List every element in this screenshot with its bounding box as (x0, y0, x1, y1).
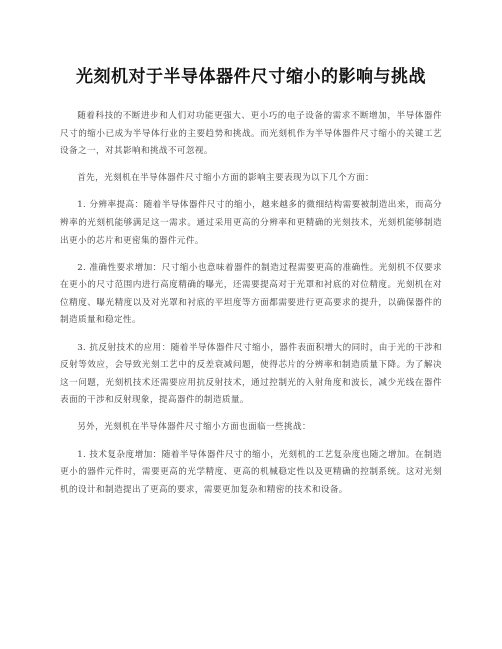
paragraph-impact-antireflection: 3. 抗反射技术的应用：随着半导体器件尺寸缩小，器件表面积增大的同时，由于光的干涉和反射等效应，会导致光刻工艺中的反差衰减问题，使得芯片的分辨率和制造质量下降。为了解决这一问题，光刻机技术还需要应用抗反射技术，通过控制光的入射角度和波长，减少光线在器件表面的干涉和反射现象，提高器件的制造质量。 (60, 342, 442, 406)
paragraph-impacts-heading: 首先，光刻机在半导体器件尺寸缩小方面的影响主要表现为以下几个方面： (77, 173, 374, 184)
paragraph-challenge-complexity: 1. 技术复杂度增加：随着半导体器件尺寸的缩小，光刻机的工艺复杂度也随之增加。在制造更小的器件元件时，需要更高的光学精度、更高的机械稳定性以及更精确的控制系统。这对光刻机的设计和制造提出了更高的要求，需要更加复杂和精密的技术和设备。 (60, 449, 442, 495)
paragraph-impact-accuracy: 2. 准确性要求增加：尺寸缩小也意味着器件的制造过程需要更高的准确性。光刻机不仅要求在更小的尺寸范围内进行高度精确的曝光，还需要提高对于光罩和衬底的对位精度。光刻机在对位精度、曝光精度以及对光罩和衬底的平坦度等方面都需要进行更高要求的提升，以确保器件的制造质量和稳定性。 (60, 262, 442, 326)
paragraph-intro: 随着科技的不断进步和人们对功能更强大、更小巧的电子设备的需求不断增加，半导体器件尺寸的缩小已成为半导体行业的主要趋势和挑战。而光刻机作为半导体器件尺寸缩小的关键工艺设备之一，对其影响和挑战不可忽视。 (60, 111, 442, 157)
paragraph-challenges-heading: 另外，光刻机在半导体器件尺寸缩小方面也面临一些挑战： (77, 422, 312, 433)
document-title: 光刻机对于半导体器件尺寸缩小的影响与挑战 (76, 67, 426, 87)
paragraph-impact-resolution: 1. 分辨率提高：随着半导体器件尺寸的缩小，越来越多的微细结构需要被制造出来，而高分辨率的光刻机能够满足这一需求。通过采用更高的分辨率和更精确的光刻技术，光刻机能够制造出更小的芯片和更密集的器件元件。 (60, 200, 442, 246)
